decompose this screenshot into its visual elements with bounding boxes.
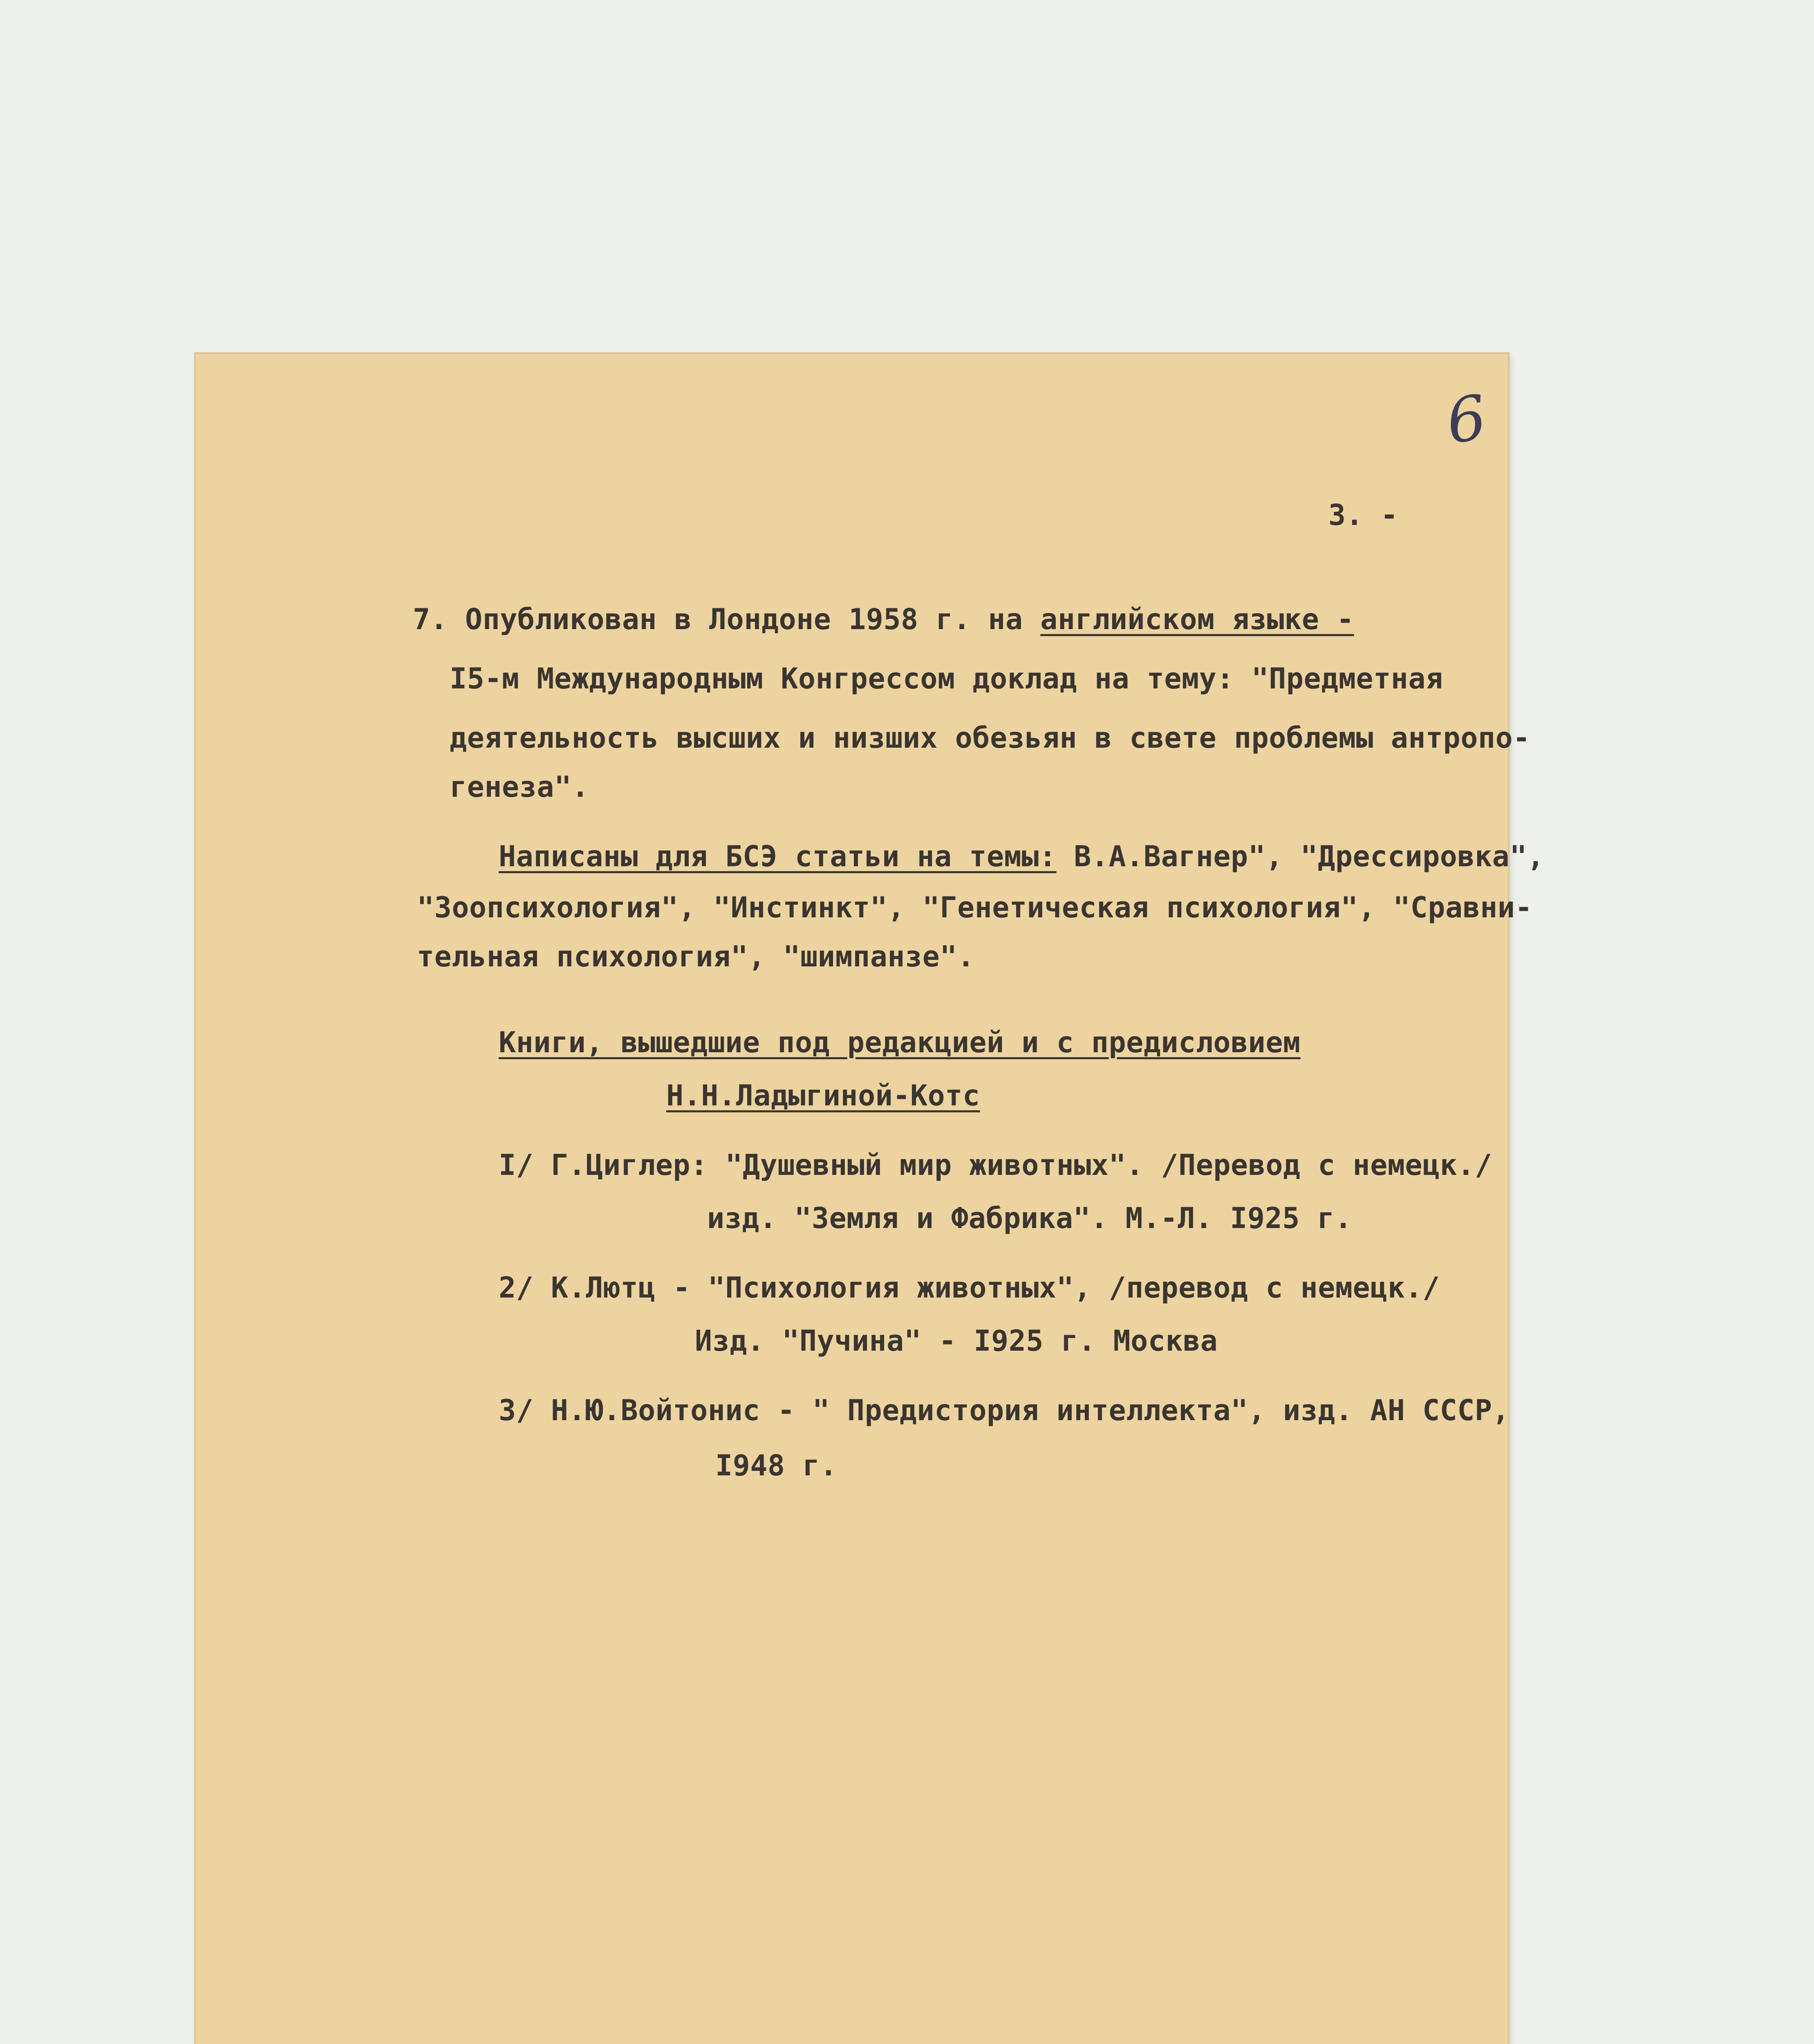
- books-heading-line-1: Книги, вышедшие под редакцией и с предисловием: [499, 1026, 1301, 1059]
- paragraph-7-line-1-text: 7. Опубликован в Лондоне 1958 г. на: [413, 603, 1041, 636]
- book-3-line-1: 3/ Н.Ю.Войтонис - " Предистория интеллекта", изд. АН СССР,: [499, 1394, 1510, 1427]
- book-2-line-2: Изд. "Пучина" - I925 г. Москва: [695, 1324, 1218, 1358]
- book-2-line-1: 2/ К.Лютц - "Психология животных", /перевод с немецк./: [499, 1271, 1440, 1304]
- books-heading-line-2: Н.Н.Ладыгиной-Котс: [666, 1079, 980, 1112]
- paragraph-7-underlined-text: английском языке -: [1040, 603, 1354, 636]
- book-1-line-1: I/ Г.Циглер: "Душевный мир животных". /Перевод с немецк./: [499, 1148, 1492, 1182]
- handwritten-page-number: 6: [1442, 382, 1491, 458]
- paragraph-7-line-1: [413, 605, 1354, 634]
- paragraph-7-line-3: деятельность высших и низших обезьян в свете проблемы антропо-: [450, 721, 1530, 755]
- bse-line-1: [499, 842, 1545, 871]
- paragraph-7-line-2: I5-м Международным Конгрессом доклад на тему: "Предметная: [450, 662, 1443, 695]
- page-marker: 3. -: [1328, 498, 1398, 532]
- bse-line-2: "Зоопсихология", "Инстинкт", "Генетическая психология", "Сравни-: [417, 891, 1533, 924]
- book-3-line-2: I948 г.: [715, 1449, 838, 1482]
- bse-underlined-text: Написаны для БСЭ статьи на темы:: [499, 840, 1057, 873]
- book-1-line-2: изд. "Земля и Фабрика". М.-Л. I925 г.: [707, 1201, 1352, 1235]
- bse-line-3: тельная психология", "шимпанзе".: [417, 940, 975, 973]
- paragraph-7-line-4: генеза".: [450, 770, 589, 804]
- bse-line-1-text: В.А.Вагнер", "Дрессировка",: [1056, 840, 1545, 873]
